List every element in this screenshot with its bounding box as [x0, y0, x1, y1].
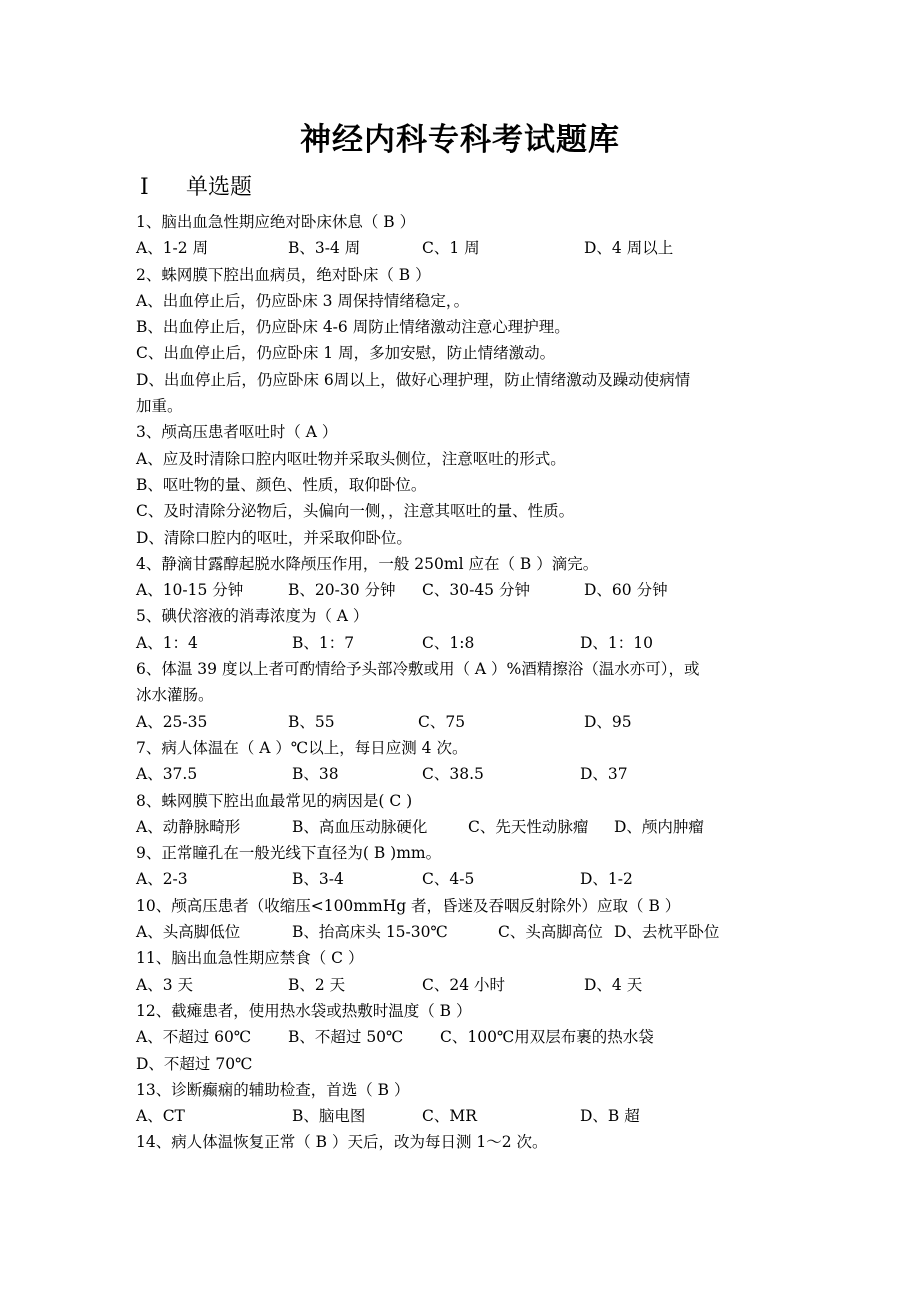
option: A、3 天 [136, 975, 193, 994]
option: A、不超过 60℃ [136, 1028, 252, 1047]
question-text: 4、静滴甘露醇起脱水降颅压作用，一般 250ml 应在（ B ）滴完。 [136, 554, 599, 573]
option: B、抬高床头 15-30℃ [292, 923, 448, 942]
option: A、1-2 周 [136, 239, 209, 258]
option: B、3-4 [292, 870, 344, 889]
option-line: D、清除口腔内的呕吐，并采取仰卧位。 [136, 528, 412, 547]
option: C、100℃用双层布裹的热水袋 [440, 1028, 654, 1047]
question-text: 3、颅高压患者呕吐时（ A ） [136, 423, 338, 442]
option: A、头高脚低位 [136, 923, 241, 942]
option: B、38 [292, 765, 339, 784]
option: B、1：7 [292, 633, 355, 652]
option: B、55 [288, 712, 335, 731]
option-row [136, 1024, 806, 1050]
option-row [136, 919, 806, 945]
option-row [136, 709, 806, 735]
option: B、脑电图 [292, 1107, 366, 1126]
option: B、不超过 50℃ [288, 1028, 404, 1047]
question-text: 6、体温 39 度以上者可酌情给予头部冷敷或用（ A ）%酒精擦浴（温水亦可），或 [136, 660, 700, 679]
option: C、MR [422, 1107, 477, 1126]
option: D、颅内肿瘤 [614, 817, 704, 836]
option-row [136, 1103, 806, 1129]
option: B、高血压动脉硬化 [292, 817, 428, 836]
option: C、1:8 [422, 633, 475, 652]
option-line: D、出血停止后，仍应卧床 6周以上，做好心理护理，防止情绪激动及躁动使病情 [136, 370, 691, 389]
question-text: 1、脑出血急性期应绝对卧床休息（ B ） [136, 213, 416, 231]
option-line: A、出血停止后，仍应卧床 3 周保持情绪稳定，。 [136, 291, 470, 310]
option: A、10-15 分钟 [136, 581, 244, 600]
option: A、1：4 [136, 633, 198, 652]
question-text: 9、正常瞳孔在一般光线下直径为( B )mm。 [136, 844, 442, 863]
option-line: A、应及时清除口腔内呕吐物并采取头侧位，注意呕吐的形式。 [136, 449, 566, 468]
option: C、24 小时 [422, 975, 506, 994]
option-row [136, 972, 806, 998]
option: C、38.5 [422, 765, 484, 784]
question-text: 12、截瘫患者，使用热水袋或热敷时温度（ B ） [136, 1001, 472, 1020]
option: B、20-30 分钟 [288, 581, 396, 600]
option-row [136, 235, 806, 261]
question-text: 2、蛛网膜下腔出血病员，绝对卧床（ B ） [136, 265, 431, 284]
option: D、4 周以上 [584, 239, 674, 258]
option: C、先天性动脉瘤 [468, 817, 589, 836]
option: C、30-45 分钟 [422, 581, 530, 600]
option-row [136, 814, 806, 840]
section-title: 单选题 [186, 175, 253, 200]
section-heading [140, 170, 252, 201]
option: D、37 [580, 765, 628, 784]
question-list [136, 209, 806, 1156]
option: A、2-3 [136, 870, 188, 889]
option: A、动静脉畸形 [136, 817, 241, 836]
option: D、4 天 [584, 975, 643, 994]
option-line: C、出血停止后，仍应卧床 1 周，多加安慰，防止情绪激动。 [136, 344, 556, 363]
option: C、头高脚高位 [498, 923, 603, 942]
option: D、95 [584, 712, 632, 731]
option: D、60 分钟 [584, 581, 668, 600]
question-continuation: 冰水灌肠。 [136, 686, 214, 705]
question-text: 7、病人体温在（ A ）℃以上，每日应测 4 次。 [136, 738, 468, 757]
option-row [136, 866, 806, 892]
option-line: B、出血停止后，仍应卧床 4-6 周防止情绪激动注意心理护理。 [136, 318, 570, 337]
question-text: 11、脑出血急性期应禁食（ C ） [136, 949, 364, 968]
option-row [136, 577, 806, 603]
option: A、37.5 [136, 765, 198, 784]
question-text: 8、蛛网膜下腔出血最常见的病因是( C ) [136, 791, 413, 810]
option: B、2 天 [288, 975, 346, 994]
option: A、CT [136, 1107, 185, 1126]
option: C、1 周 [422, 239, 480, 258]
option: C、75 [418, 712, 466, 731]
option: D、去枕平卧位 [614, 923, 720, 942]
option: D、B 超 [580, 1107, 640, 1126]
option-row [136, 630, 806, 656]
option: D、1：10 [580, 633, 654, 652]
option-line: D、不超过 70℃ [136, 1054, 253, 1073]
page-title: 神经内科专科考试题库 [300, 122, 620, 158]
option-line: C、及时清除分泌物后，头偏向一侧，，注意其呕吐的量、性质。 [136, 502, 575, 521]
option: A、25-35 [136, 712, 208, 731]
option: C、4-5 [422, 870, 475, 889]
option: D、1-2 [580, 870, 633, 889]
option-line: B、呕吐物的量、颜色、性质，取仰卧位。 [136, 475, 427, 494]
option-line: 加重。 [136, 397, 183, 416]
question-text: 10、颅高压患者（收缩压<100mmHg 者，昏迷及吞咽反射除外）应取（ B ） [136, 896, 681, 915]
question-text: 13、诊断癫痫的辅助检查，首选（ B ） [136, 1080, 410, 1099]
option-row [136, 761, 806, 787]
question-text: 5、碘伏溶液的消毒浓度为（ A ） [136, 607, 369, 626]
option: B、3-4 周 [288, 239, 361, 258]
question-text: 14、病人体温恢复正常（ B ）天后，改为每日测 1～2 次。 [136, 1133, 548, 1152]
section-number: Ⅰ [140, 175, 149, 200]
